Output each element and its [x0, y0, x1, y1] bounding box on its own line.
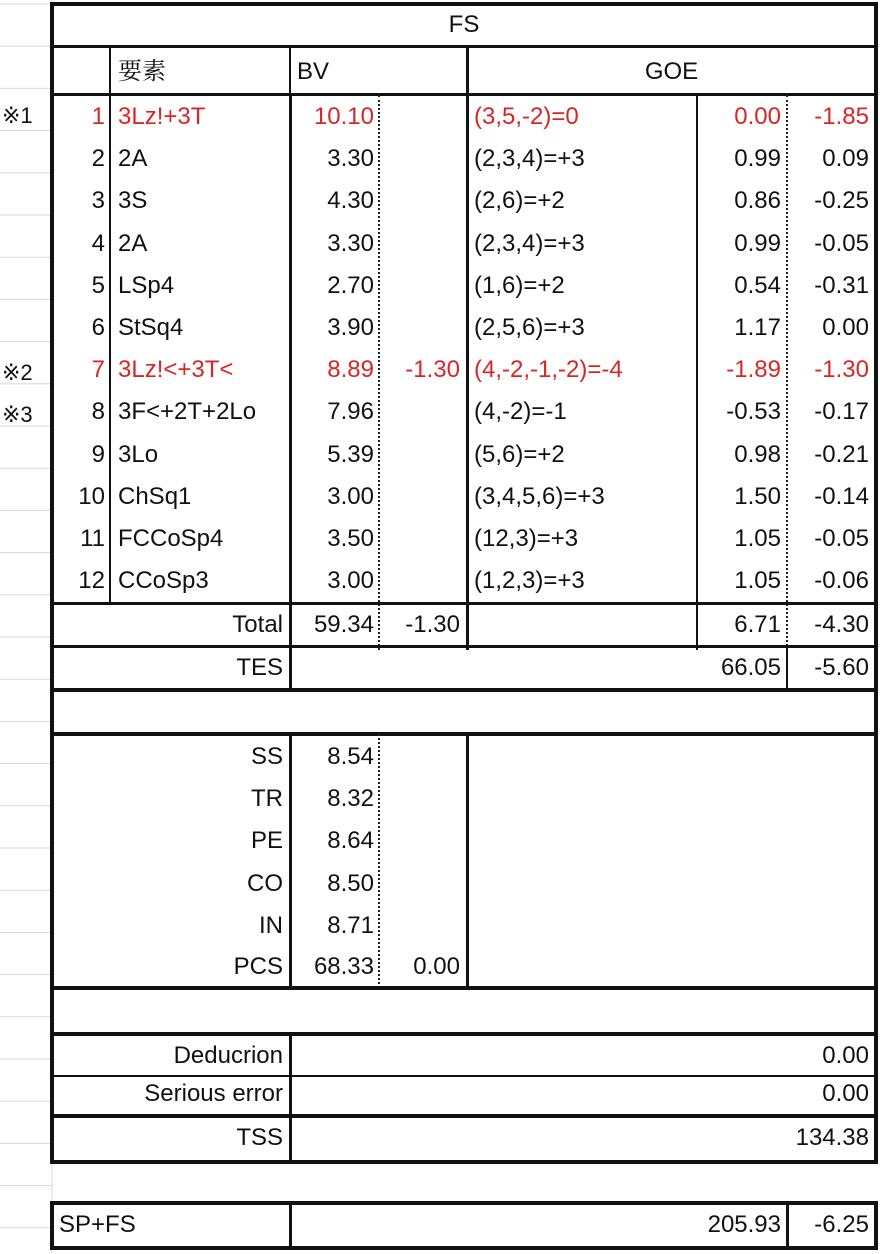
element-base-value: 3.00: [327, 567, 374, 594]
border-line: [696, 95, 698, 650]
element-goe: -0.53: [726, 398, 781, 425]
element-goe-judges: (3,5,-2)=0: [474, 103, 579, 130]
element-goe-judges: (4,-2,-1,-2)=-4: [474, 356, 623, 383]
element-goe: 0.99: [734, 145, 781, 172]
border-line: [52, 986, 876, 990]
element-bv-adjustment: [381, 224, 466, 264]
element-bv-adjustment: [381, 561, 466, 601]
element-goe: 1.05: [734, 525, 781, 552]
total-label: Total: [232, 611, 283, 638]
border-line: [52, 1032, 876, 1036]
element-base-value: 3.30: [327, 145, 374, 172]
sp-fs-adj: -6.25: [814, 1211, 869, 1238]
element-goe-adjustment: -0.05: [814, 525, 869, 552]
element-number: 4: [91, 230, 105, 257]
element-goe-judges: (4,-2)=-1: [474, 398, 567, 425]
element-base-value: 2.70: [327, 272, 374, 299]
element-goe-adjustment: -0.05: [814, 230, 869, 257]
element-code: CCoSp3: [118, 567, 209, 594]
element-code: 3S: [118, 187, 148, 214]
element-code: 3Lz!+3T: [118, 103, 206, 130]
element-goe: 1.05: [734, 567, 781, 594]
element-number: 10: [78, 483, 105, 510]
note-marker-1: ※1: [2, 103, 33, 128]
element-bv-adjustment: [381, 97, 466, 137]
element-bv-adjustment: [381, 181, 466, 221]
header-goe: GOE: [644, 58, 699, 85]
dotted-divider: [786, 95, 788, 650]
border-line: [466, 734, 469, 988]
element-code: 2A: [118, 145, 148, 172]
border-line: [50, 2, 878, 6]
element-base-value: 3.30: [327, 230, 374, 257]
tss-value: 134.38: [795, 1124, 869, 1151]
element-code: 2A: [118, 230, 148, 257]
note-marker-2: ※2: [2, 360, 33, 385]
element-goe-adjustment: 0.09: [822, 145, 869, 172]
element-bv-adjustment: [381, 308, 466, 348]
border-line: [52, 93, 876, 96]
border-line: [52, 1114, 876, 1118]
component-value: 8.64: [327, 827, 374, 854]
border-line: [52, 645, 876, 648]
element-base-value: 5.39: [327, 441, 374, 468]
border-line: [52, 732, 876, 736]
element-number: 6: [91, 314, 105, 341]
element-number: 5: [91, 272, 105, 299]
element-number: 11: [80, 525, 105, 552]
element-bv-adjustment: [381, 266, 466, 306]
total-goe: 6.71: [734, 611, 781, 638]
element-goe: 0.99: [734, 230, 781, 257]
border-line: [289, 95, 292, 650]
sheet-title: FS: [448, 11, 480, 38]
component-label: TR: [251, 785, 283, 812]
component-value: 8.50: [327, 870, 374, 897]
element-goe-judges: (1,2,3)=+3: [474, 567, 585, 594]
header-element: 要素: [118, 58, 166, 85]
pcs-adj: 0.00: [413, 953, 460, 980]
sp-fs-value: 205.93: [707, 1211, 781, 1238]
element-base-value: 7.96: [327, 398, 374, 425]
total-bv-adj: -1.30: [405, 611, 460, 638]
element-goe: 0.00: [734, 103, 781, 130]
dotted-divider: [378, 734, 380, 988]
element-goe-judges: (2,6)=+2: [474, 187, 565, 214]
border-line: [786, 647, 788, 688]
component-label: CO: [247, 870, 283, 897]
deduction-label: Deducrion: [173, 1042, 283, 1069]
border-line: [289, 1203, 292, 1248]
total-goe-adj: -4.30: [814, 611, 869, 638]
border-line: [289, 734, 292, 988]
element-bv-adjustment: [381, 392, 466, 432]
element-goe: 0.98: [734, 441, 781, 468]
border-line: [50, 1246, 878, 1250]
element-base-value: 8.89: [327, 356, 374, 383]
element-goe-adjustment: -0.31: [814, 272, 869, 299]
element-goe-adjustment: -0.17: [814, 398, 869, 425]
border-line: [109, 45, 111, 96]
element-goe-judges: (12,3)=+3: [474, 525, 579, 552]
border-line: [52, 1075, 876, 1077]
border-line: [109, 95, 111, 603]
element-goe: 1.50: [734, 483, 781, 510]
tss-label: TSS: [236, 1124, 283, 1151]
element-goe-judges: (2,3,4)=+3: [474, 230, 585, 257]
border-line: [52, 602, 876, 605]
border-line: [289, 45, 291, 96]
element-goe-adjustment: -1.85: [814, 103, 869, 130]
element-code: ChSq1: [118, 483, 192, 510]
element-base-value: 10.10: [313, 103, 374, 130]
serious-error-label: Serious error: [144, 1080, 283, 1107]
pcs-value: 68.33: [313, 953, 374, 980]
serious-error-value: 0.00: [822, 1080, 869, 1107]
element-goe: 0.86: [734, 187, 781, 214]
element-code: FCCoSp4: [118, 525, 224, 552]
border-line: [874, 1201, 878, 1250]
border-line: [52, 688, 876, 692]
component-label: PE: [250, 827, 283, 854]
element-base-value: 4.30: [327, 187, 374, 214]
element-goe-adjustment: -0.14: [814, 483, 869, 510]
element-number: 1: [91, 103, 105, 130]
element-base-value: 3.90: [327, 314, 374, 341]
pcs-label: PCS: [233, 953, 283, 980]
element-code: StSq4: [118, 314, 184, 341]
element-goe: 0.54: [734, 272, 781, 299]
element-code: 3F<+2T+2Lo: [118, 398, 257, 425]
element-code: 3Lz!<+3T<: [118, 356, 234, 383]
element-bv-adjustment: [381, 519, 466, 559]
note-marker-3: ※3: [2, 402, 33, 427]
component-value: 8.32: [327, 785, 374, 812]
header-bv: BV: [297, 58, 330, 85]
element-bv-adjustment: [381, 477, 466, 517]
element-number: 12: [78, 567, 105, 594]
element-number: 8: [91, 398, 105, 425]
element-goe: 1.17: [734, 314, 781, 341]
border-line: [50, 1201, 878, 1205]
element-goe-adjustment: 0.00: [822, 314, 869, 341]
component-label: SS: [250, 743, 283, 770]
element-goe-adjustment: -0.21: [814, 441, 869, 468]
border-line: [50, 1201, 54, 1250]
element-goe-judges: (2,5,6)=+3: [474, 314, 585, 341]
element-bv-adjustment: [381, 435, 466, 475]
border-line: [466, 45, 469, 96]
element-bv-adjustment: [381, 139, 466, 179]
total-bv: 59.34: [313, 611, 374, 638]
element-goe-judges: (3,4,5,6)=+3: [474, 483, 605, 510]
element-goe-adjustment: -0.25: [814, 187, 869, 214]
element-base-value: 3.00: [327, 483, 374, 510]
element-bv-adjustment: -1.30: [405, 356, 460, 383]
tes-label: TES: [236, 654, 283, 681]
border-line: [289, 647, 292, 688]
element-goe-judges: (5,6)=+2: [474, 441, 565, 468]
element-number: 3: [91, 187, 105, 214]
component-value: 8.71: [327, 912, 374, 939]
border-line: [289, 1116, 292, 1162]
element-goe-adjustment: -1.30: [814, 356, 869, 383]
element-base-value: 3.50: [327, 525, 374, 552]
sp-fs-label: SP+FS: [59, 1211, 136, 1238]
border-line: [52, 45, 876, 48]
border-line: [466, 95, 469, 650]
element-goe-judges: (2,3,4)=+3: [474, 145, 585, 172]
element-code: LSp4: [118, 272, 175, 299]
element-number: 7: [91, 356, 105, 383]
component-value: 8.54: [327, 743, 374, 770]
dotted-divider: [378, 95, 380, 650]
tes-adj: -5.60: [814, 654, 869, 681]
border-line: [50, 1160, 878, 1164]
deduction-value: 0.00: [822, 1042, 869, 1069]
border-line: [786, 1203, 789, 1248]
element-code: 3Lo: [118, 441, 159, 468]
element-goe-adjustment: -0.06: [814, 567, 869, 594]
element-goe: -1.89: [726, 356, 781, 383]
component-label: IN: [259, 912, 283, 939]
element-number: 9: [91, 441, 105, 468]
tes-value: 66.05: [720, 654, 781, 681]
element-number: 2: [91, 145, 105, 172]
element-goe-judges: (1,6)=+2: [474, 272, 565, 299]
